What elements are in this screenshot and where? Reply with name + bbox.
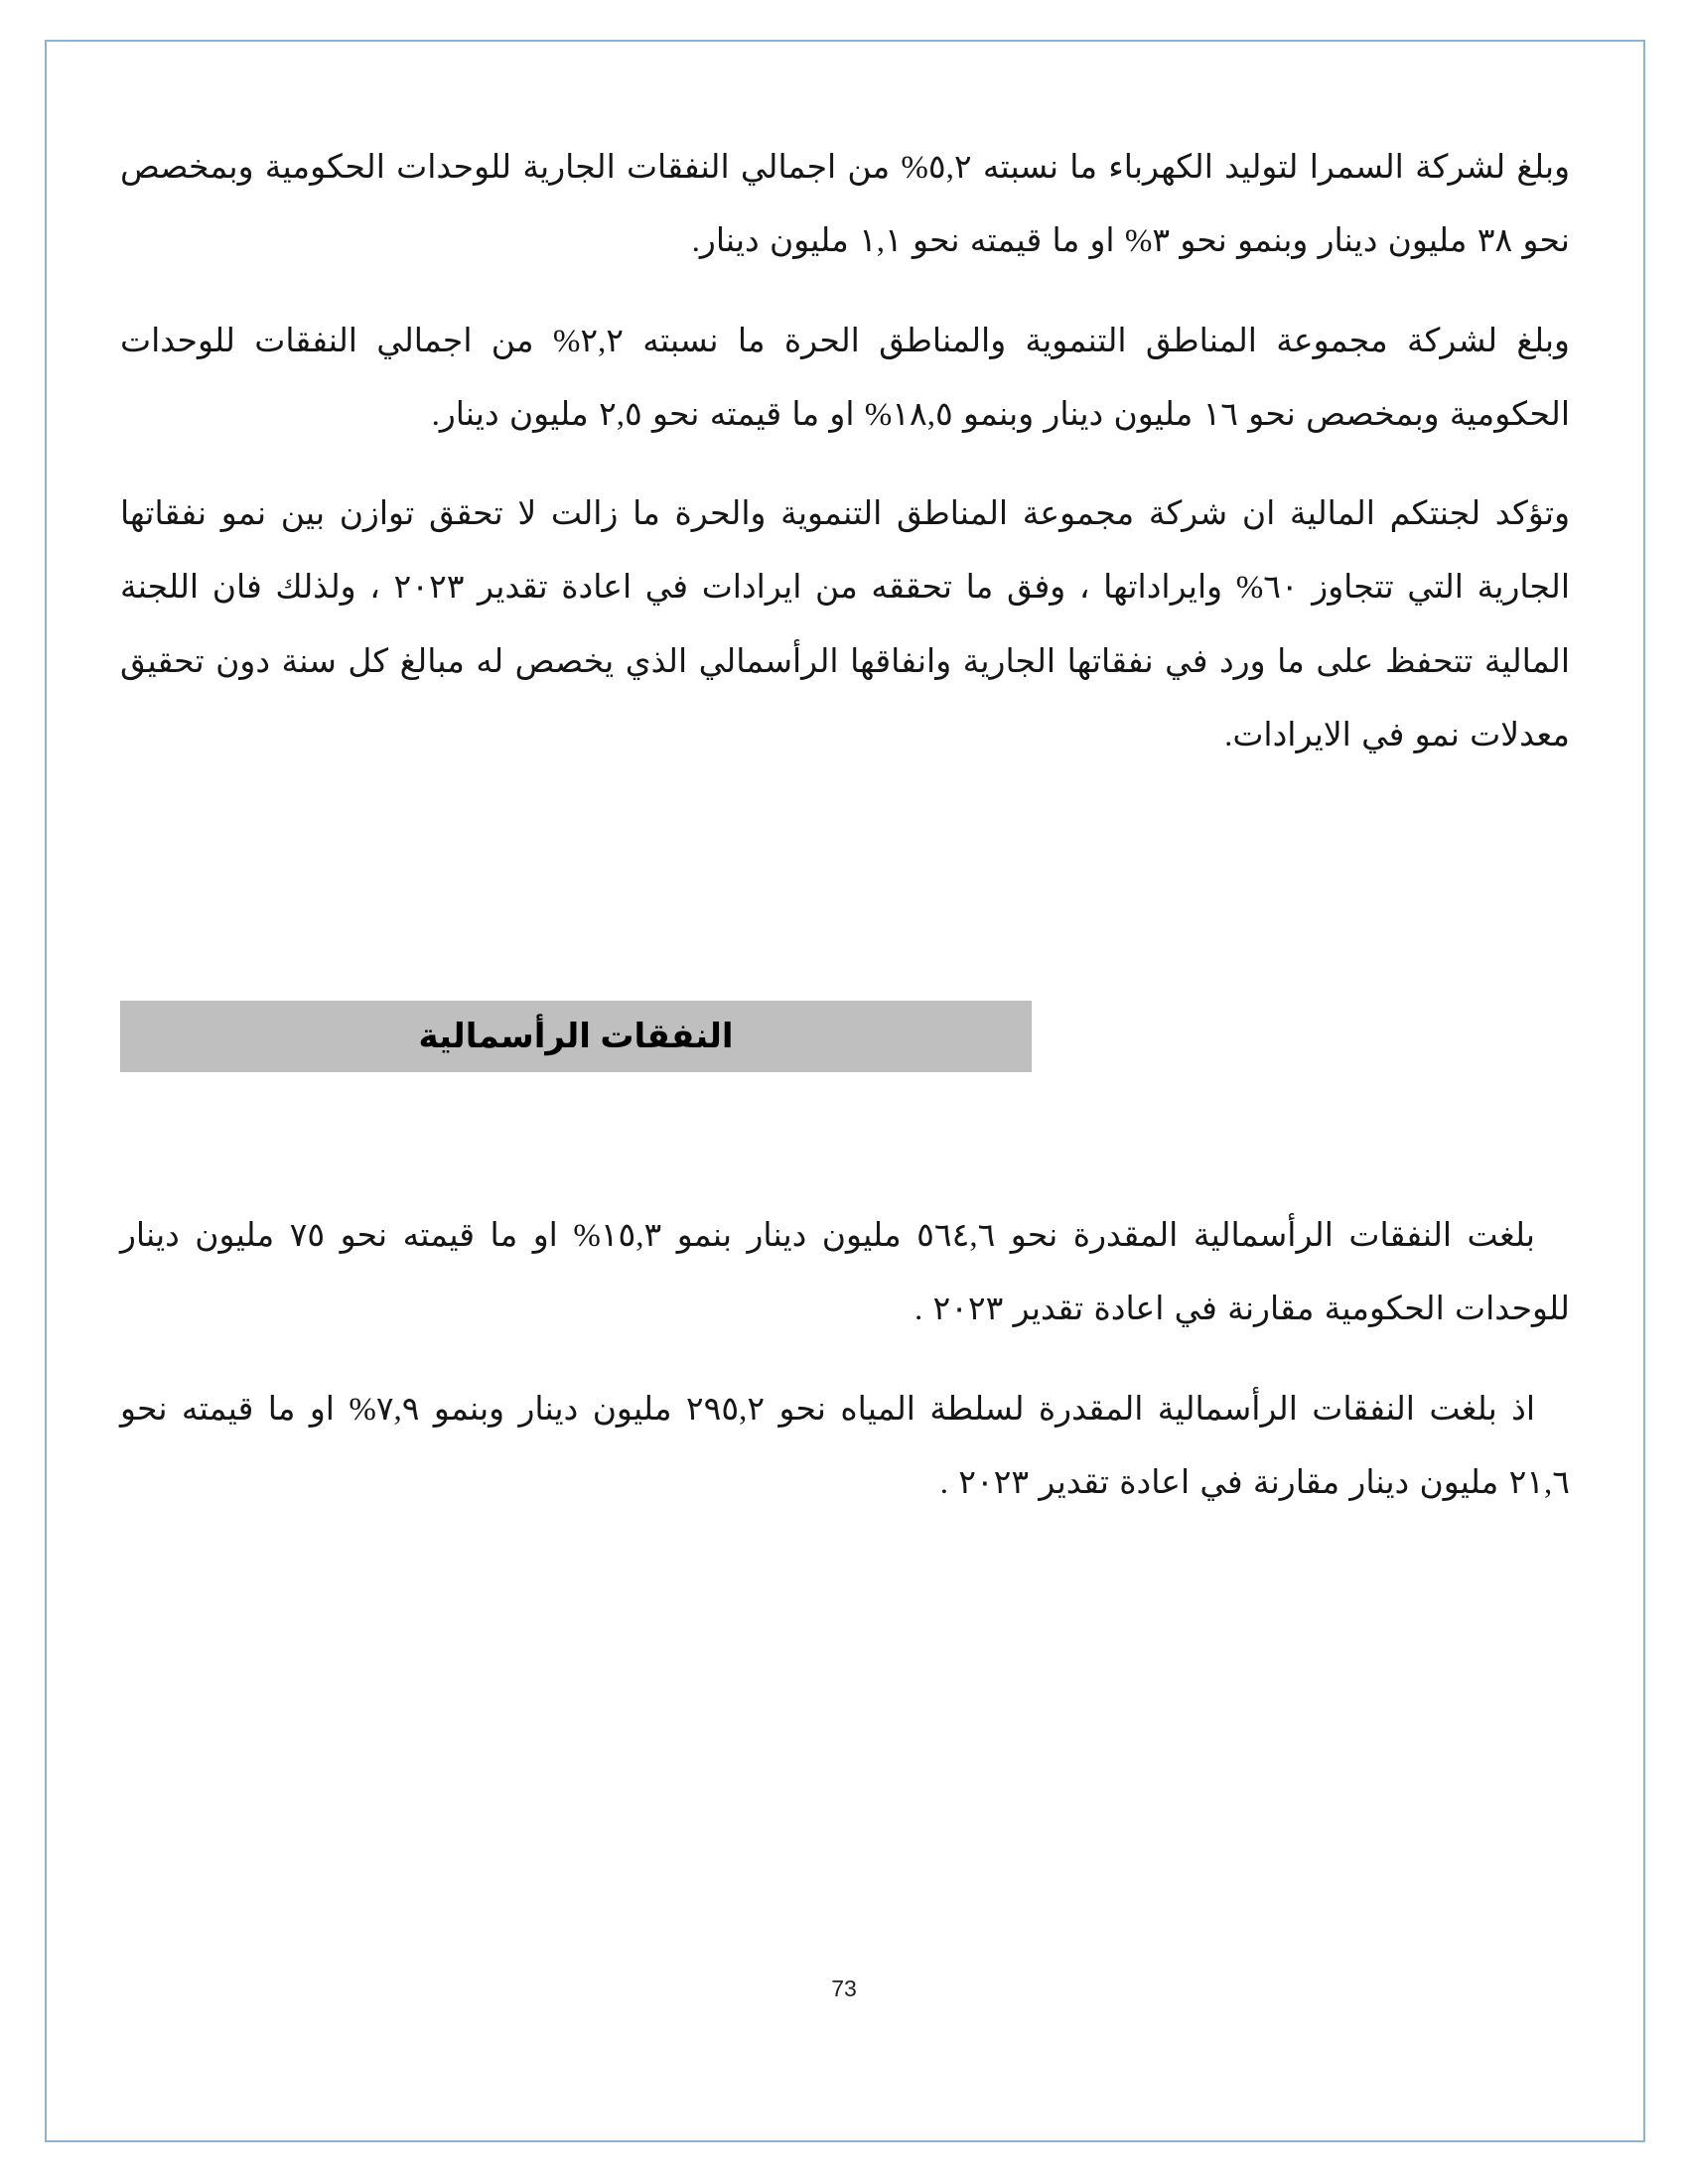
- paragraph-water-authority-capital: اذ بلغت النفقات الرأسمالية المقدرة لسلطة المياه نحو ٢٩٥,٢ مليون دينار وبنمو ٧,٩% او ما قيمته نحو ٢١,٦ مليون دينار مقارنة في اعادة تقدير ٢٠٢٣ .: [120, 1391, 1570, 1501]
- section-heading: النفقات الرأسمالية: [418, 1018, 734, 1055]
- paragraph-capital-expenditures-total: بلغت النفقات الرأسمالية المقدرة نحو ٥٦٤,٦ مليون دينار بنمو ١٥,٣% او ما قيمته نحو ٧٥ مليون دينار للوحدات الحكومية مقارنة في اعادة تقدير ٢٠٢٣ .: [120, 1218, 1570, 1328]
- page-content: [47, 42, 1643, 1520]
- page-border: [45, 40, 1645, 2142]
- paragraph-samra-electricity: وبلغ لشركة السمرا لتوليد الكهرباء ما نسبته ٥,٢% من اجمالي النفقات الجارية للوحدات الحكومية وبمخصص نحو ٣٨ مليون دينار وبنمو نحو ٣% او ما قيمته نحو ١,١ مليون دينار.: [120, 150, 1571, 260]
- page-number: 73: [831, 1976, 857, 2001]
- paragraph-development-free-zones: وبلغ لشركة مجموعة المناطق التنموية والمناطق الحرة ما نسبته ٢,٢% من اجمالي النفقات للوحدات الحكومية وبمخصص نحو ١٦ مليون دينار وبنمو ١٨,٥% او ما قيمته نحو ٢,٥ مليون دينار.: [120, 323, 1570, 433]
- section-heading-banner: [120, 1001, 1032, 1072]
- paragraph-finance-committee-reservation: وتؤكد لجنتكم المالية ان شركة مجموعة المناطق التنموية والحرة ما زالت لا تحقق توازن بين نمو نفقاتها الجارية التي تتجاوز ٦٠% وايراداتها ، وفق ما تحققه من ايرادات في اعادة تقدير ٢٠٢٣ ، ولذلك فان اللجنة المالية تتحفظ على ما ورد في نفقاتها الجارية وانفاقها الرأسمالي الذي يخصص له مبالغ كل سنة دون تحقيق معدلات نمو في الايرادات.: [120, 496, 1570, 753]
